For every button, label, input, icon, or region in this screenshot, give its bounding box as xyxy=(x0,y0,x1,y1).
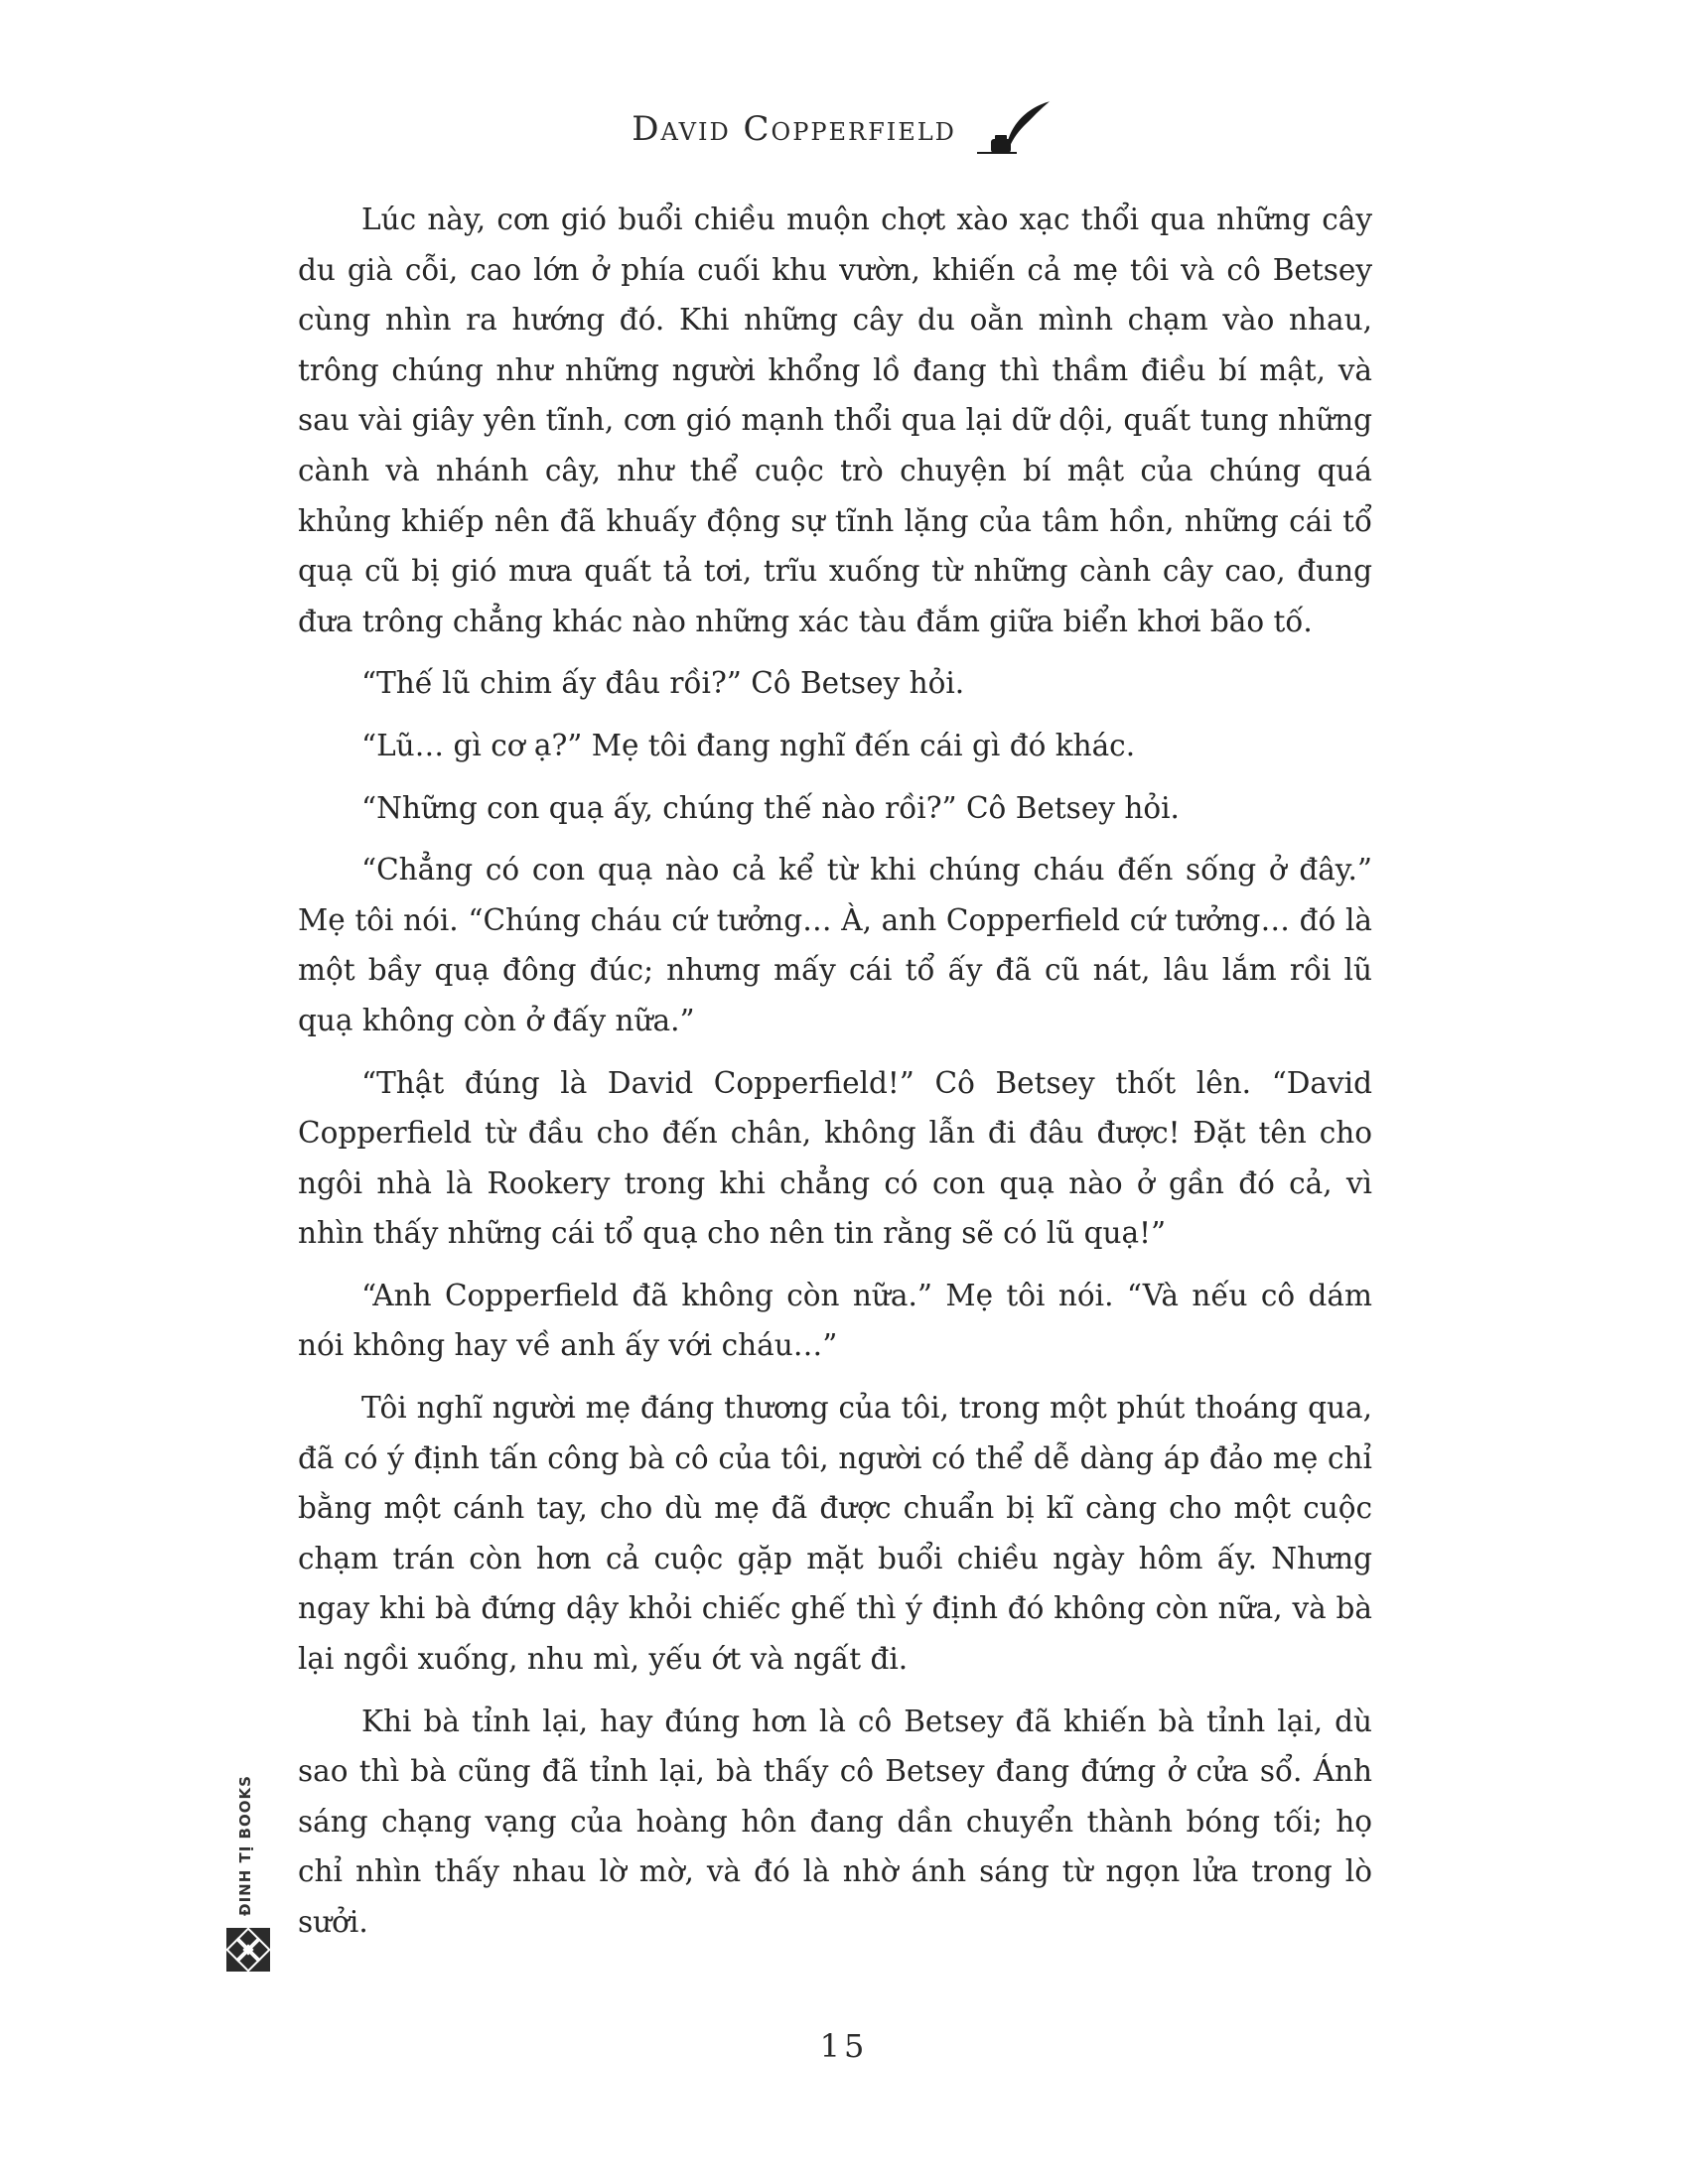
paragraph: “Thế lũ chim ấy đâu rồi?” Cô Betsey hỏi. xyxy=(361,666,965,701)
quill-inkwell-icon xyxy=(977,99,1056,159)
paragraph: “Thật đúng là David Copperfield!” Cô Betsey thốt lên. “David Copperfield từ đầu cho đến chân, không lẫn đi đâu được! Đặt tên cho ngôi nhà là Rookery trong khi chẳng có con quạ nào ở gần đó cả, vì nhìn thấy những cái tổ quạ cho nên tin rằng sẽ có lũ quạ!” xyxy=(298,1065,1372,1251)
paragraph: Tôi nghĩ người mẹ đáng thương của tôi, trong một phút thoáng qua, đã có ý định tấn công bà cô của tôi, người có thể dễ dàng áp đảo mẹ chỉ bằng một cánh tay, cho dù mẹ đã được chuẩn bị kĩ càng cho một cuộc chạm trán còn hơn cả cuộc gặp mặt buổi chiều ngày hôm ấy. Nhưng ngay khi bà đứng dậy khỏi chiếc ghế thì ý định đó không còn nữa, và bà lại ngồi xuống, nhu mì, yếu ớt và ngất đi. xyxy=(298,1391,1372,1677)
paragraph: Khi bà tỉnh lại, hay đúng hơn là cô Betsey đã khiến bà tỉnh lại, dù sao thì bà cũng đã tỉnh lại, bà thấy cô Betsey đang đứng ở cửa sổ. Ánh sáng chạng vạng của hoàng hôn đang dần chuyển thành bóng tối; họ chỉ nhìn thấy nhau lờ mờ, và đó là nhờ ánh sáng từ ngọn lửa trong lò sưởi. xyxy=(298,1704,1372,1939)
running-header xyxy=(0,99,1688,159)
body-text xyxy=(298,195,1372,1960)
paragraph: “Chẳng có con quạ nào cả kể từ khi chúng cháu đến sống ở đây.” Mẹ tôi nói. “Chúng cháu cứ tưởng… À, anh Copperfield cứ tưởng… đó là một bầy quạ đông đúc; nhưng mấy cái tổ ấy đã cũ nát, lâu lắm rồi lũ quạ không còn ở đấy nữa.” xyxy=(298,853,1372,1037)
paragraph: “Lũ… gì cơ ạ?” Mẹ tôi đang nghĩ đến cái gì đó khác. xyxy=(361,728,1136,762)
paragraph: “Anh Copperfield đã không còn nữa.” Mẹ tôi nói. “Và nếu cô dám nói không hay về anh ấy với cháu…” xyxy=(298,1278,1372,1363)
book-title: David Copperfield xyxy=(632,109,956,149)
paragraph: “Những con quạ ấy, chúng thế nào rồi?” Cô Betsey hỏi. xyxy=(361,790,1180,825)
publisher-mark xyxy=(226,1775,270,1976)
paragraph: Lúc này, cơn gió buổi chiều muộn chợt xào xạc thổi qua những cây du già cỗi, cao lớn ở phía cuối khu vườn, khiến cả mẹ tôi và cô Betsey cùng nhìn ra hướng đó. Khi những cây du oằn mình chạm vào nhau, trông chúng như những người khổng lồ đang thì thầm điều bí mật, và sau vài giây yên tĩnh, cơn gió mạnh thổi qua lại dữ dội, quất tung những cành và nhánh cây, như thể cuộc trò chuyện bí mật của chúng quá khủng khiếp nên đã khuấy động sự tĩnh lặng của tâm hồn, những cái tổ quạ cũ bị gió mưa quất tả tơi, trĩu xuống từ những cành cây cao, đung đưa trông chẳng khác nào những xác tàu đắm giữa biển khơi bão tố. xyxy=(298,203,1372,638)
publisher-name: ĐINH TỊ BOOKS xyxy=(236,1775,254,1916)
dinh-ti-logo-icon xyxy=(226,1928,270,1972)
page-number: 15 xyxy=(819,2027,869,2065)
